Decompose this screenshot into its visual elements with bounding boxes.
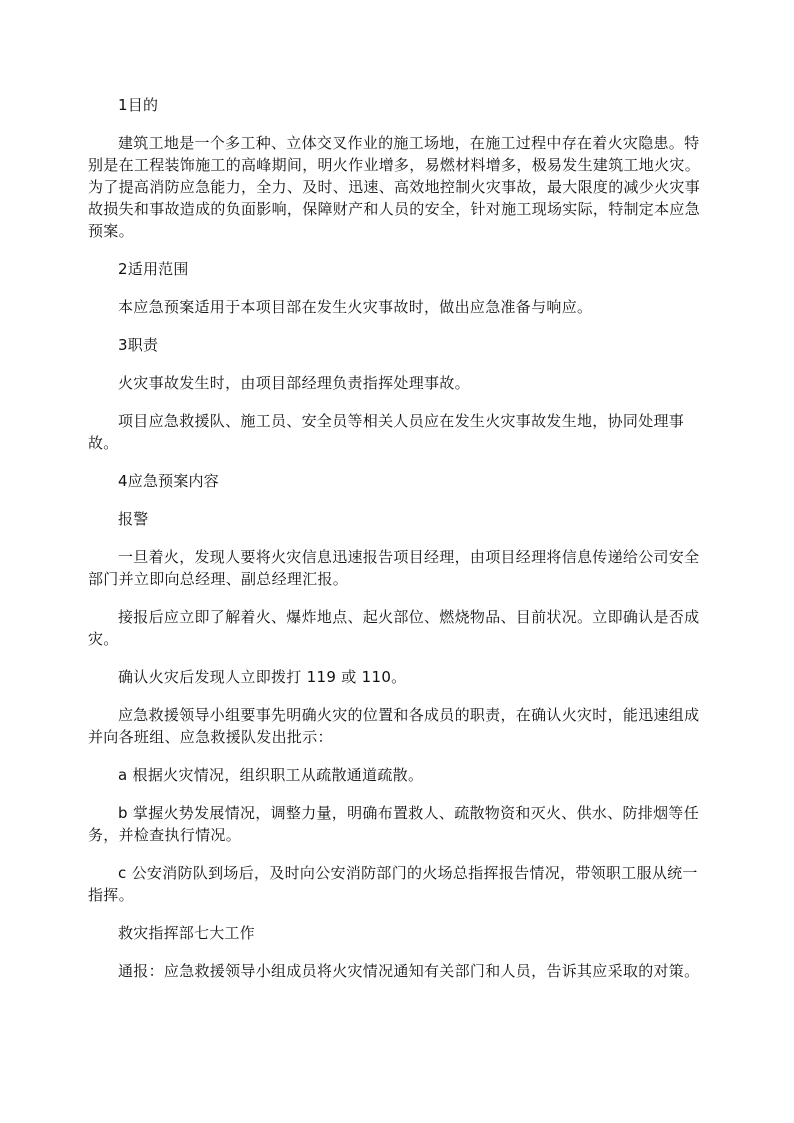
body-paragraph: 通报：应急救援领导小组成员将火灾情况通知有关部门和人员，告诉其应采取的对策。 [118,962,700,980]
body-paragraph: c 公安消防队到场后，及时向公安消防部门的火场总指挥报告情况，带领职工服从统一指挥。 [88,864,698,904]
body-paragraph: a 根据火灾情况，组织职工从疏散通道疏散。 [118,766,424,784]
body-paragraph: 应急救援领导小组要事先明确火灾的位置和各成员的职责，在确认火灾时，能迅速组成并向各班组、应急救援队发出批示： [88,706,700,746]
section-heading: 2适用范围 [118,260,189,278]
body-paragraph: 接报后应立即了解着火、爆炸地点、起火部位、燃烧物品、目前状况。立即确认是否成灾。 [88,608,700,648]
section-heading: 报警 [118,510,149,528]
document-body [88,94,706,998]
body-paragraph: 确认火灾后发现人立即拨打 119 或 110。 [118,668,407,686]
body-paragraph: 建筑工地是一个多工种、立体交叉作业的施工场地，在施工过程中存在着火灾隐患。特别是在工程装饰施工的高峰期间，明火作业增多，易燃材料增多，极易发生建筑工地火灾。为了提高消防应急能力，全力、及时、迅速、高效地控制火灾事故，最大限度的减少火灾事故损失和事故造成的负面影响，保障财产和人员的安全，针对施工现场实际，特制定本应急预案。 [88,134,701,240]
body-paragraph: 火灾事故发生时，由项目部经理负责指挥处理事故。 [118,374,470,392]
body-paragraph: b 掌握火势发展情况，调整力量，明确布置救人、疏散物资和灭火、供水、防排烟等任务，并检查执行情况。 [88,804,699,844]
section-heading: 3职责 [118,336,159,354]
body-paragraph: 一旦着火，发现人要将火灾信息迅速报告项目经理，由项目经理将信息传递给公司安全部门并立即向总经理、副总经理汇报。 [88,548,700,588]
section-heading: 救灾指挥部七大工作 [118,924,255,942]
section-heading: 1目的 [118,96,159,114]
body-paragraph: 本应急预案适用于本项目部在发生火灾事故时，做出应急准备与响应。 [118,298,593,316]
body-paragraph: 项目应急救援队、施工员、安全员等相关人员应在发生火灾事故发生地，协同处理事故。 [88,412,685,452]
section-heading: 4应急预案内容 [118,472,219,490]
